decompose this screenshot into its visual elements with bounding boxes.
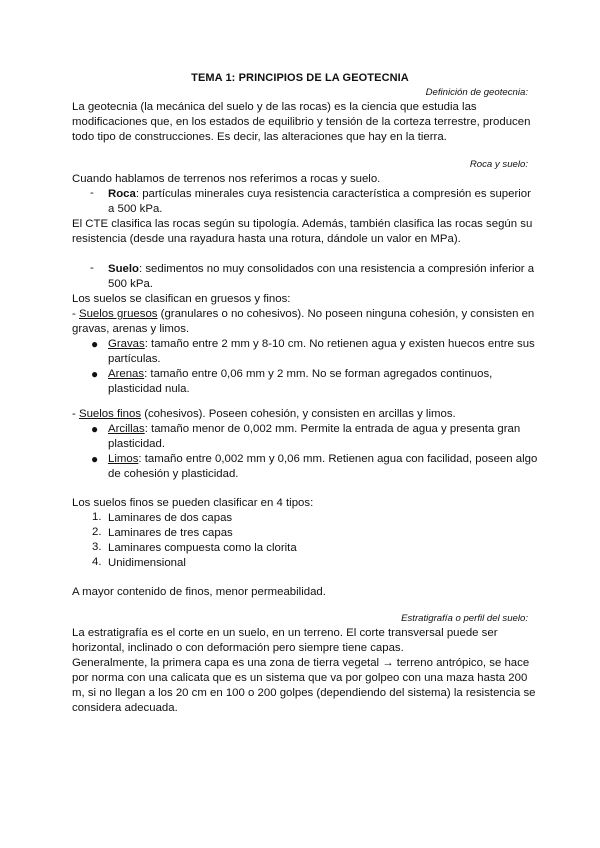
suelos-finos-line: [72, 407, 456, 422]
arenas-term: Arenas: [108, 368, 145, 380]
paragraph-line: Los suelos se clasifican en gruesos y finos:: [72, 293, 291, 305]
arcillas-item: [108, 422, 520, 437]
paragraph-line: m, si no llegan a los 20 cm en 100 o 200 golpes (dependiendo del sistema) la resistencia se: [72, 687, 536, 699]
roca-term: Roca: [108, 188, 136, 200]
dash-marker: -: [90, 262, 94, 274]
section-heading-definicion: Definición de geotecnia:: [425, 87, 528, 98]
suelos-gruesos-term: Suelos gruesos: [78, 308, 158, 320]
arenas-text: : tamaño entre 0,06 mm y 2 mm. No se forman agregados continuos,: [144, 368, 493, 380]
arcillas-text: : tamaño menor de 0,002 mm. Permite la entrada de agua y presenta gran: [144, 423, 521, 435]
suelo-definition: [108, 262, 534, 277]
paragraph-line: La estratigrafía es el corte en un suelo, en un terreno. El corte transversal puede ser: [72, 627, 498, 639]
limos-item: [108, 452, 537, 467]
gravas-text: : tamaño entre 2 mm y 8-10 cm. No retienen agua y existen huecos entre sus: [144, 338, 535, 350]
suelo-term: Suelo: [108, 263, 140, 275]
suelo-text: : sedimentos no muy consolidados con una resistencia a compresión inferior a: [139, 263, 535, 275]
paragraph-line: modificaciones que, en los estados de equilibrio y tensión de la corteza terrestre, producen: [72, 116, 531, 128]
page-title: TEMA 1: PRINCIPIOS DE LA GEOTECNIA: [191, 72, 409, 84]
paragraph-line: considera adecuada.: [72, 702, 178, 714]
paragraph-line: Cuando hablamos de terrenos nos referimos a rocas y suelo.: [72, 173, 381, 185]
bullet-icon: ●: [91, 367, 99, 381]
paragraph-line: Generalmente, la primera capa es una zona de tierra vegetal → terreno antrópico, se hace: [72, 657, 530, 669]
list-item: Laminares compuesta como la clorita: [108, 542, 297, 554]
arcillas-item-cont: plasticidad.: [108, 438, 165, 450]
arenas-item: [108, 367, 492, 382]
gravas-item-cont: partículas.: [108, 353, 161, 365]
section-heading-roca-suelo: Roca y suelo:: [469, 159, 528, 170]
paragraph-line: todo tipo de construcciones. Es decir, las alteraciones que hay en la tierra.: [72, 131, 447, 143]
list-item: Laminares de tres capas: [108, 527, 233, 539]
roca-definition-cont: a 500 kPa.: [108, 203, 163, 215]
bullet-icon: ●: [91, 422, 99, 436]
suelos-finos-term: Suelos finos: [78, 408, 142, 420]
paragraph-line: horizontal, inclinado o con deformación pero siempre tiene capas.: [72, 642, 404, 654]
dash-marker: -: [90, 187, 94, 199]
paragraph-line: Los suelos finos se pueden clasificar en 4 tipos:: [72, 497, 314, 509]
section-heading-estratigrafia: Estratigrafía o perfil del suelo:: [401, 613, 528, 624]
limos-item-cont: de cohesión y plasticidad.: [108, 468, 239, 480]
bullet-icon: ●: [91, 337, 99, 351]
paragraph-line: resistencia (desde una rayadura hasta una rotura, dándole un valor en MPa).: [72, 233, 461, 245]
list-item: Laminares de dos capas: [108, 512, 233, 524]
limos-term: Limos: [108, 453, 139, 465]
gravas-term: Gravas: [108, 338, 145, 350]
limos-text: : tamaño entre 0,002 mm y 0,06 mm. Retienen agua con facilidad, poseen algo: [138, 453, 538, 465]
suelos-gruesos-line-cont: gravas, arenas y limos.: [72, 323, 190, 335]
gravas-item: [108, 337, 535, 352]
paragraph-line: A mayor contenido de finos, menor permeabilidad.: [72, 586, 326, 598]
suelos-gruesos-text: (granulares o no cohesivos). No poseen ninguna cohesión, y consisten en: [157, 308, 535, 320]
paragraph-line: por norma con una calicata que es un sistema que va por golpeo con una maza hasta 200: [72, 672, 528, 684]
suelos-finos-text: (cohesivos). Poseen cohesión, y consisten en arcillas y limos.: [141, 408, 456, 420]
roca-definition: [108, 187, 531, 202]
dash-prefix: -: [72, 408, 79, 420]
arenas-item-cont: plasticidad nula.: [108, 383, 190, 395]
list-item: Unidimensional: [108, 557, 186, 569]
paragraph-line: El CTE clasifica las rocas según su tipología. Además, también clasifica las rocas según su: [72, 218, 533, 230]
list-number: 4.: [92, 556, 102, 568]
bullet-icon: ●: [91, 452, 99, 466]
list-number: 2.: [92, 526, 102, 538]
list-number: 3.: [92, 541, 102, 553]
arcillas-term: Arcillas: [108, 423, 145, 435]
paragraph-line: La geotecnia (la mecánica del suelo y de las rocas) es la ciencia que estudia las: [72, 101, 477, 113]
suelos-gruesos-line: [72, 307, 534, 322]
list-number: 1.: [92, 511, 102, 523]
suelo-definition-cont: 500 kPa.: [108, 278, 153, 290]
roca-text: : partículas minerales cuya resistencia característica a compresión es superior: [135, 188, 531, 200]
dash-prefix: -: [72, 308, 79, 320]
